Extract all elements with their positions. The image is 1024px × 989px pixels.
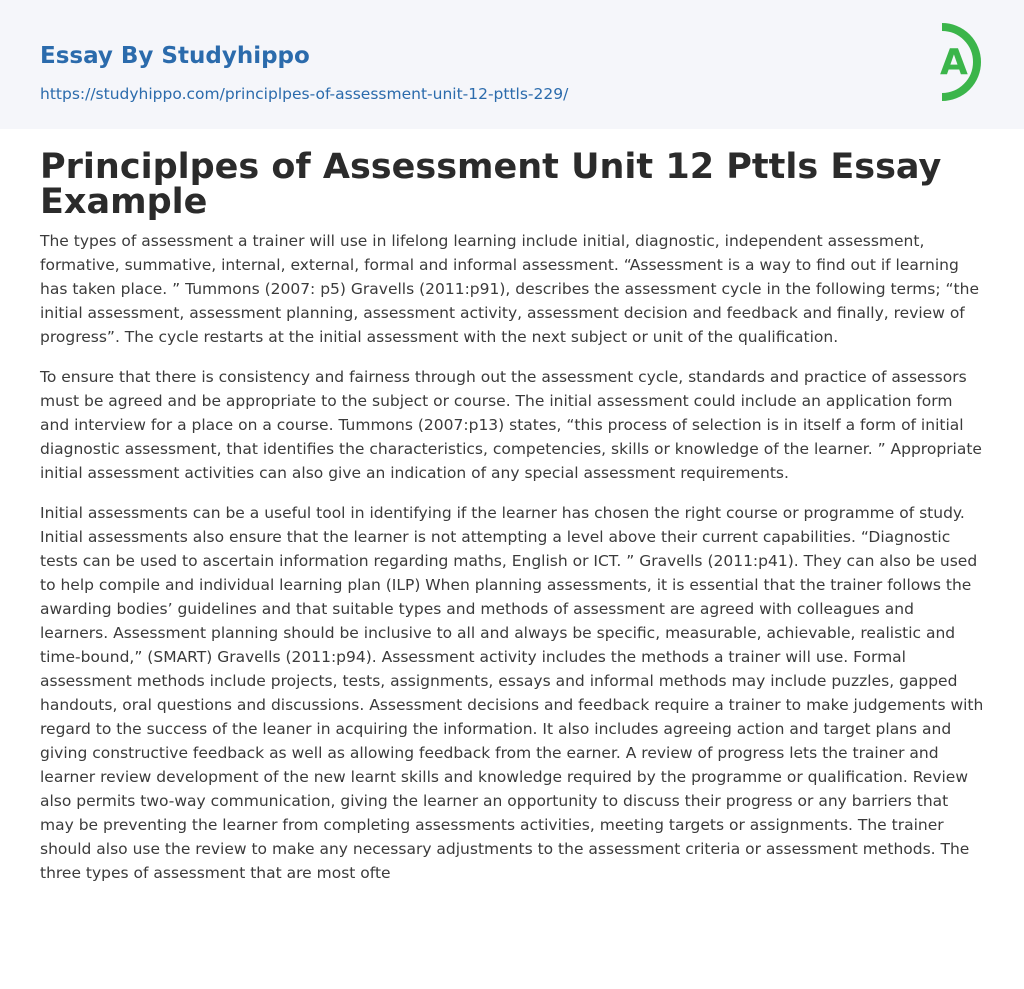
paragraph-2: To ensure that there is consistency and fairness through out the assessment cycle, standards and practice of assessors must be agreed and be appropriate to the subject or course. The initial assessment could include an application form and interview for a place on a course. Tummons (2007:p13) states, “this process of selection is in itself a form of initial diagnostic assessment, that identifies the characteristics, competencies, skills or knowledge of the learner. ” Appropriate initial assessment activities can also give an indication of any special assessment requirements. <box>40 368 982 482</box>
page-title: Principlpes of Assessment Unit 12 Pttls Essay Example <box>40 147 942 222</box>
paragraph-3: Initial assessments can be a useful tool in identifying if the learner has chosen the right course or programme of study. Initial assessments also ensure that the learner is not attempting a level above their current capabilities. “Diagnostic tests can be used to ascertain information regarding maths, English or ICT. ” Gravells (2011:p41). They can also be used to help compile and individual learning plan (ILP) When planning assessments, it is essential that the trainer follows the awarding bodies’ guidelines and that suitable types and methods of assessment are agreed with colleagues and learners. Assessment planning should be inclusive to all and always be specific, measurable, achievable, realistic and time-bound,” (SMART) Gravells (2011:p94). Assessment activity includes the methods a trainer will use. Formal assessment methods include projects, tests, assignments, essays and informal methods may include puzzles, gapped handouts, oral questions and discussions. Assessment decisions and feedback require a trainer to make judgements with regard to the success of the leaner in acquiring the information. It also includes agreeing action and target plans and giving constructive feedback as well as allowing feedback from the earner. A review of progress lets the trainer and learner review development of the new learnt skills and knowledge required by the programme or qualification. Review also permits two-way communication, giving the learner an opportunity to discuss their progress or any barriers that may be preventing the learner from completing assessments activities, meeting targets or assignments. The trainer should also use the review to make any necessary adjustments to the assessment criteria or assessment methods. The three types of assessment that are most ofte <box>40 504 984 882</box>
source-url-link[interactable]: https://studyhippo.com/principlpes-of-assessment-unit-12-pttls-229/ <box>40 85 569 103</box>
brand-name[interactable]: Essay By Studyhippo <box>40 43 310 69</box>
logo-letter: A <box>940 42 968 83</box>
paragraph-1: The types of assessment a trainer will use in lifelong learning include initial, diagnostic, independent assessment, formative, summative, internal, external, formal and informal assessment. “Assessment is a way to find out if learning has taken place. ” Tummons (2007: p5) Gravells (2011:p91), describes the assessment cycle in the following terms; “the initial assessment, assessment planning, assessment activity, assessment decision and feedback and finally, review of progress”. The cycle restarts at the initial assessment with the next subject or unit of the qualification. <box>40 232 979 346</box>
article-body <box>40 229 986 901</box>
